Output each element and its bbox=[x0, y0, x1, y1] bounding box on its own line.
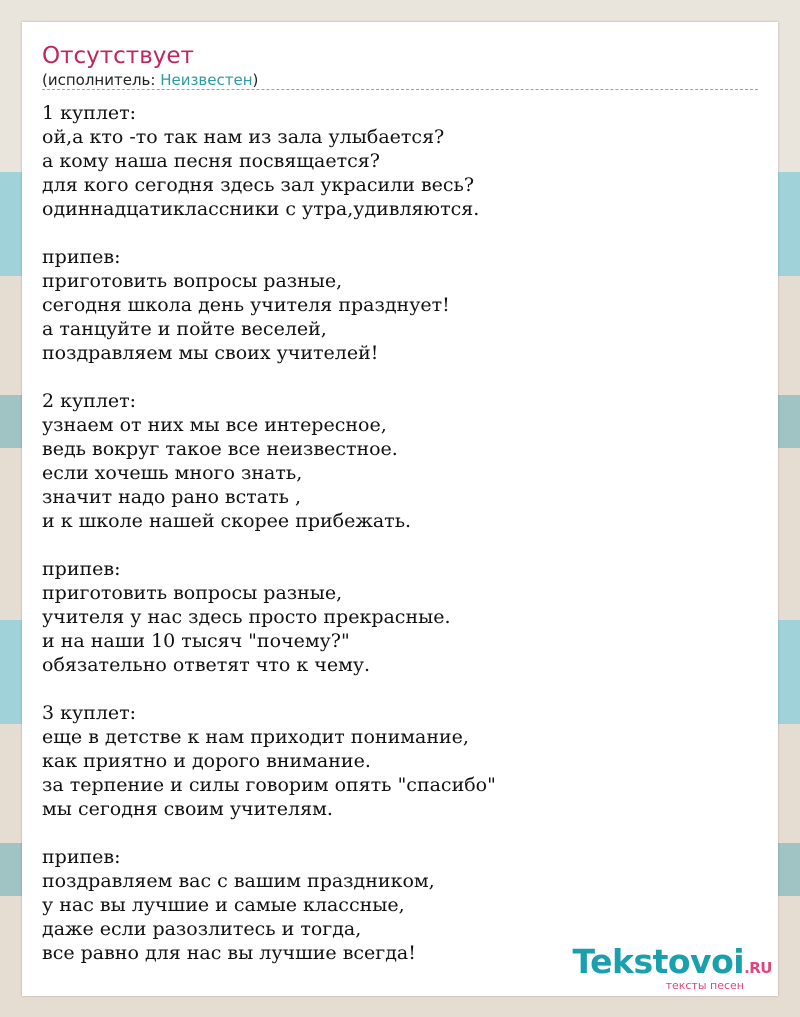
lyrics-line: за терпение и силы говорим опять "спасибо" bbox=[42, 774, 496, 796]
lyrics-line: 3 куплет: bbox=[42, 702, 137, 724]
artist-line bbox=[42, 71, 258, 89]
logo-tagline: тексты песен bbox=[665, 979, 744, 992]
lyrics-line: припев: bbox=[42, 558, 121, 580]
lyrics-line: для кого сегодня здесь зал украсили весь? bbox=[42, 174, 475, 196]
lyrics-line: а кому наша песня посвящается? bbox=[42, 150, 380, 172]
lyrics-line: припев: bbox=[42, 846, 121, 868]
logo-name: Tekstovoi bbox=[572, 942, 745, 981]
lyrics-line: припев: bbox=[42, 246, 121, 268]
lyrics-line: даже если разозлитесь и тогда, bbox=[42, 918, 362, 940]
lyrics-line: если хочешь много знать, bbox=[42, 462, 303, 484]
logo-tld: .RU bbox=[744, 959, 772, 977]
lyrics-line: одиннадцатиклассники с утра,удивляются. bbox=[42, 198, 480, 220]
lyrics-blank-line bbox=[42, 365, 758, 389]
song-title: Отсутствует bbox=[42, 43, 194, 69]
lyrics-line: значит надо рано встать , bbox=[42, 486, 302, 508]
lyrics-line: и к школе нашей скорее прибежать. bbox=[42, 510, 412, 532]
lyrics-line: а танцуйте и пойте веселей, bbox=[42, 318, 327, 340]
lyrics-blank-line bbox=[42, 533, 758, 557]
lyrics-line: еще в детстве к нам приходит понимание, bbox=[42, 726, 469, 748]
lyrics-line: 1 куплет: bbox=[42, 102, 137, 124]
lyrics-line: у нас вы лучшие и самые классные, bbox=[42, 894, 405, 916]
lyrics-line: ой,а кто -то так нам из зала улыбается? bbox=[42, 126, 445, 148]
lyrics-blank-line bbox=[42, 821, 758, 845]
lyrics-line: 2 куплет: bbox=[42, 390, 137, 412]
artist-suffix: ) bbox=[252, 71, 259, 89]
artist-link[interactable]: Неизвестен bbox=[160, 71, 253, 89]
lyrics-line: все равно для нас вы лучшие всегда! bbox=[42, 942, 416, 964]
lyrics-line: приготовить вопросы разные, bbox=[42, 582, 343, 604]
lyrics-line: учителя у нас здесь просто прекрасные. bbox=[42, 606, 451, 628]
lyrics-line: и на наши 10 тысяч "почему?" bbox=[42, 630, 350, 652]
lyrics-line: узнаем от них мы все интересное, bbox=[42, 414, 387, 436]
lyrics-line: ведь вокруг такое все неизвестное. bbox=[42, 438, 398, 460]
artist-prefix: (исполнитель: bbox=[42, 71, 161, 89]
lyrics-line: мы сегодня своим учителям. bbox=[42, 798, 333, 820]
site-logo[interactable] bbox=[573, 944, 772, 992]
lyrics-line: поздравляем мы своих учителей! bbox=[42, 342, 379, 364]
lyrics-line: обязательно ответят что к чему. bbox=[42, 654, 371, 676]
lyrics-blank-line bbox=[42, 221, 758, 245]
lyrics-line: приготовить вопросы разные, bbox=[42, 270, 343, 292]
lyrics-line: как приятно и дорого внимание. bbox=[42, 750, 371, 772]
lyrics-line: поздравляем вас с вашим праздником, bbox=[42, 870, 435, 892]
lyrics-line: сегодня школа день учителя празднует! bbox=[42, 294, 450, 316]
lyrics-card bbox=[22, 22, 778, 996]
lyrics-text bbox=[42, 101, 758, 965]
lyrics-blank-line bbox=[42, 677, 758, 701]
title-divider bbox=[42, 89, 758, 90]
